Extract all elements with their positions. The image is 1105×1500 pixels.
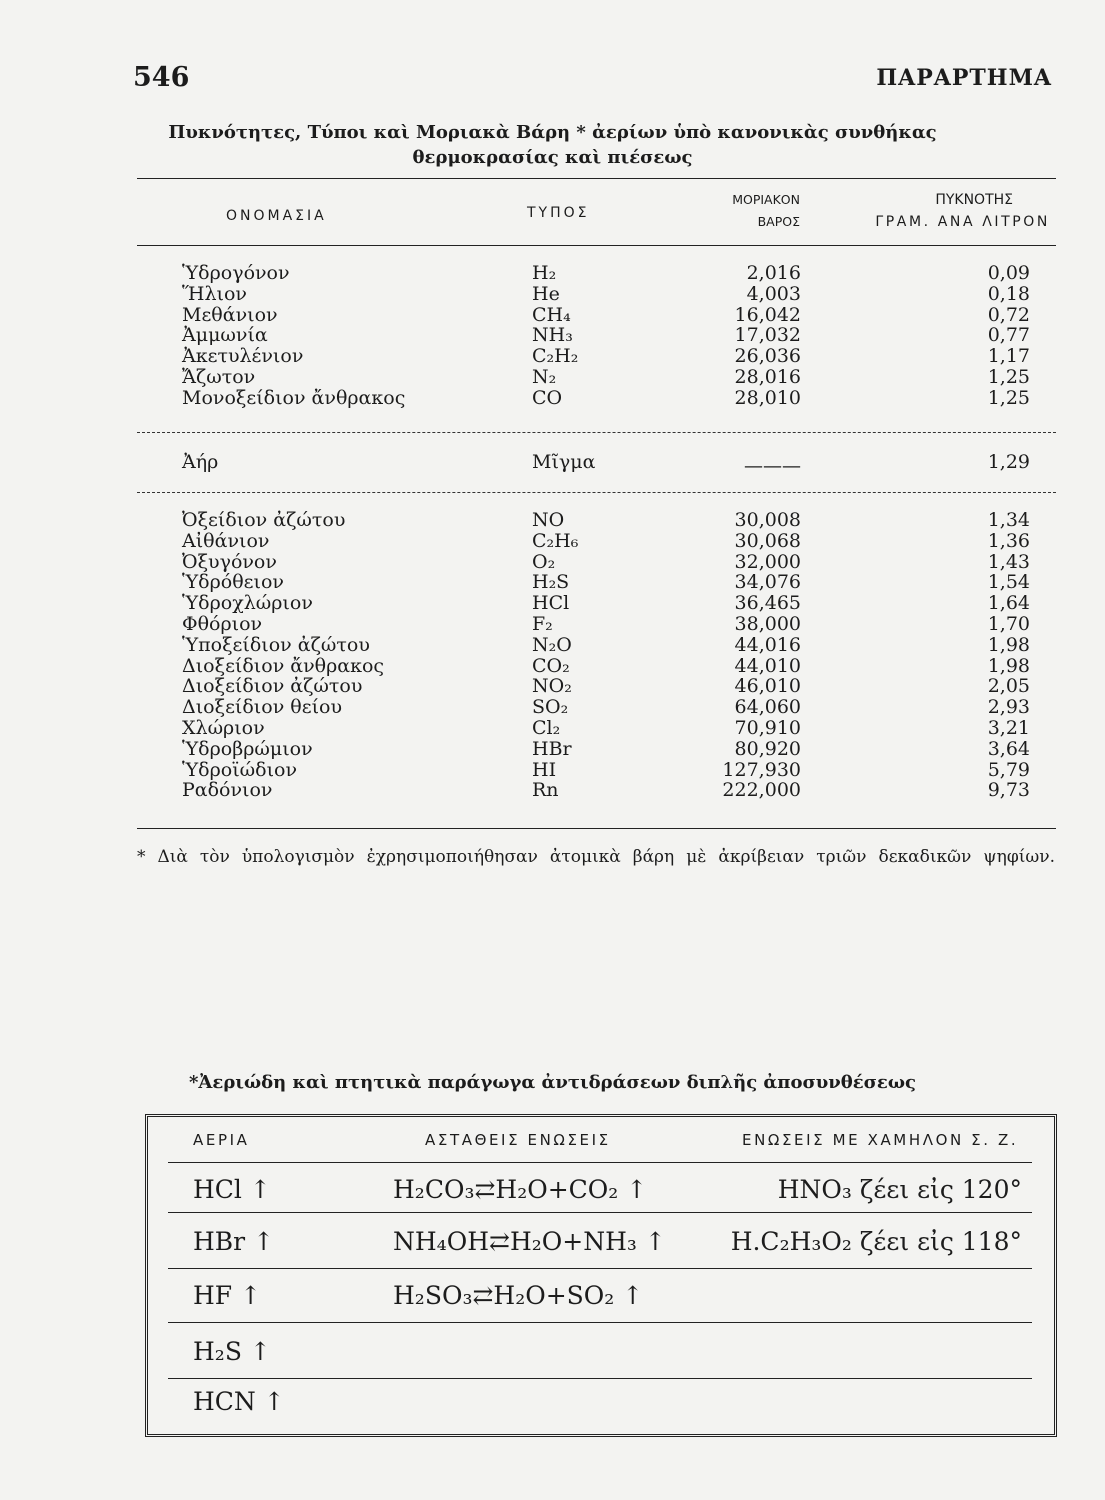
gas-cell: HCN ↑ xyxy=(193,1387,285,1416)
gas-name: Ὑδροβρώμιον xyxy=(182,737,313,760)
unstable-compound-cell: NH₄OH⇄H₂O+NH₃ ↑ xyxy=(393,1227,666,1256)
gas-group-heavier xyxy=(0,510,1105,801)
gas-name: Ἀμμωνία xyxy=(182,324,268,347)
molecular-weight: 80,920 xyxy=(734,737,801,760)
gas-name: Ἀήρ xyxy=(182,451,219,473)
density-value: 1,36 xyxy=(987,529,1030,552)
gas-group-common xyxy=(0,263,1105,409)
gas-formula: N₂O xyxy=(532,633,572,656)
table-rule xyxy=(168,1322,1032,1323)
molecular-weight: 30,008 xyxy=(734,509,801,531)
table-rule xyxy=(168,1268,1032,1269)
gas-row xyxy=(0,780,1105,801)
gas-name: Χλώριον xyxy=(182,716,265,739)
gas-row xyxy=(0,552,1105,573)
molecular-weight: 127,930 xyxy=(722,758,801,781)
low-boiling-compound-cell: H.C₂H₃O₂ ζέει εἰς 118° xyxy=(730,1227,1022,1256)
molecular-weight: 44,016 xyxy=(734,633,801,656)
molecular-weight: 30,068 xyxy=(734,529,801,552)
gas-row xyxy=(0,760,1105,781)
gas-name: Ἄζωτον xyxy=(182,365,256,388)
gas-row xyxy=(0,451,1105,477)
column-header-molecular-weight-line-2: ΒΑΡΟΣ xyxy=(757,214,800,229)
gas-name: Ραδόνιον xyxy=(182,779,273,802)
gas-row xyxy=(0,614,1105,635)
molecular-weight: 32,000 xyxy=(734,550,801,573)
gas-row xyxy=(0,531,1105,552)
density-value: 3,21 xyxy=(987,716,1030,739)
gas-name: Μεθάνιον xyxy=(182,303,278,326)
horizontal-rule xyxy=(137,828,1056,829)
gas-formula: HI xyxy=(532,758,557,781)
gas-name: Μονοξείδιον ἄνθρακος xyxy=(182,386,406,409)
column-header-formula: ΤΥΠΟΣ xyxy=(527,205,590,221)
molecular-weight: 46,010 xyxy=(734,675,801,698)
gas-formula: Μῖγμα xyxy=(532,451,596,473)
gas-row xyxy=(0,593,1105,614)
gas-cell: HBr ↑ xyxy=(193,1227,275,1256)
table-rule xyxy=(168,1162,1032,1163)
gas-row xyxy=(0,739,1105,760)
density-value: 1,70 xyxy=(987,612,1030,635)
gas-name: Ἀκετυλένιον xyxy=(182,345,304,368)
gas-formula: NO xyxy=(532,509,565,531)
gas-row xyxy=(0,305,1105,326)
footnote: * Διὰ τὸν ὑπολογισμὸν ἐχρησιμοποιήθησαν ἀτομικὰ βάρη μὲ ἀκρίβειαν τριῶν δεκαδικῶν ψηφίων. xyxy=(137,847,1055,867)
molecular-weight: 36,465 xyxy=(734,592,801,615)
gas-name: Ὀξείδιον ἀζώτου xyxy=(182,509,346,531)
horizontal-rule xyxy=(137,178,1056,179)
molecular-weight: 17,032 xyxy=(734,324,801,347)
gas-row xyxy=(0,346,1105,367)
gas-row xyxy=(0,718,1105,739)
table-title-line-1: Πυκνότητες, Τύποι καὶ Μοριακὰ Βάρη * ἀερίων ὑπὸ κανονικὰς συνθήκας xyxy=(168,122,937,143)
gas-row xyxy=(0,656,1105,677)
gas-name: Ὑδροχλώριον xyxy=(182,592,313,615)
molecular-weight: 2,016 xyxy=(746,262,801,284)
gas-formula: SO₂ xyxy=(532,696,569,719)
molecular-weight: 222,000 xyxy=(722,779,801,802)
density-value: 0,18 xyxy=(987,282,1030,305)
column-header-molecular-weight-line-1: ΜΟΡΙΑΚΟΝ xyxy=(732,192,800,207)
density-value: 0,72 xyxy=(987,303,1030,326)
molecular-weight: 16,042 xyxy=(734,303,801,326)
density-value: 0,77 xyxy=(987,324,1030,347)
gas-formula: O₂ xyxy=(532,550,556,573)
gas-cell: HF ↑ xyxy=(193,1281,262,1310)
density-value: 0,09 xyxy=(987,262,1030,284)
gas-name: Ὑδρόθειον xyxy=(182,571,284,594)
gas-row xyxy=(0,697,1105,718)
gas-name: Ὀξυγόνον xyxy=(182,550,277,573)
gas-formula: Cl₂ xyxy=(532,716,561,739)
gas-formula: CO₂ xyxy=(532,654,570,677)
gas-row xyxy=(0,325,1105,346)
gas-name: Ὑδρογόνον xyxy=(182,262,290,284)
table-rule xyxy=(168,1212,1032,1213)
gas-row xyxy=(0,367,1105,388)
horizontal-rule xyxy=(137,245,1056,246)
density-value: 1,25 xyxy=(987,386,1030,409)
density-value: 1,43 xyxy=(987,550,1030,573)
gas-row xyxy=(0,676,1105,697)
density-value: 1,54 xyxy=(987,571,1030,594)
gas-formula: He xyxy=(532,282,560,305)
density-value: 1,34 xyxy=(987,509,1030,531)
molecular-weight: 28,016 xyxy=(734,365,801,388)
gas-name: Αἰθάνιον xyxy=(182,529,270,552)
gas-formula: CO xyxy=(532,386,563,409)
density-value: 1,17 xyxy=(987,345,1030,368)
gas-row xyxy=(0,263,1105,284)
gas-row xyxy=(0,284,1105,305)
density-value: 1,98 xyxy=(987,633,1030,656)
gas-cell: H₂S ↑ xyxy=(193,1337,271,1366)
low-boiling-compound-cell: HNO₃ ζέει εἰς 120° xyxy=(777,1175,1022,1204)
gas-formula: NO₂ xyxy=(532,675,572,698)
gas-row xyxy=(0,635,1105,656)
molecular-weight: 26,036 xyxy=(734,345,801,368)
molecular-weight: 34,076 xyxy=(734,571,801,594)
gas-name: Διοξείδιον θείου xyxy=(182,696,343,719)
gas-formula: C₂H₂ xyxy=(532,345,579,368)
gas-row xyxy=(0,388,1105,409)
density-value: 1,64 xyxy=(987,592,1030,615)
gas-formula: H₂S xyxy=(532,571,570,594)
density-value: 2,05 xyxy=(987,675,1030,698)
column-header-density-line-1: ΠΥΚΝΟΤΗΣ xyxy=(935,192,1013,208)
dashed-rule xyxy=(137,492,1056,493)
column-header-name: ΟΝΟΜΑΣΙΑ xyxy=(226,208,327,224)
gas-cell: HCl ↑ xyxy=(193,1175,271,1204)
reactions-table-title: *Ἀεριώδη καὶ πτητικὰ παράγωγα ἀντιδράσεων διπλῆς ἀποσυνθέσεως xyxy=(189,1072,916,1093)
gas-name: Ὑδροϊώδιον xyxy=(182,758,298,781)
molecular-weight: 28,010 xyxy=(734,386,801,409)
table-rule xyxy=(168,1378,1032,1379)
gas-row xyxy=(0,510,1105,531)
density-value: 9,73 xyxy=(987,779,1030,802)
running-head: ΠΑΡΑΡΤΗΜΑ xyxy=(876,65,1052,91)
column-header-low-boiling-compounds: ΕΝΩΣΕΙΣ ΜΕ ΧΑΜΗΛΟΝ Σ. Ζ. xyxy=(742,1131,1019,1149)
gas-name: Ἥλιον xyxy=(182,282,247,305)
density-value: 1,25 xyxy=(987,365,1030,388)
gas-name: Ὑποξείδιον ἀζώτου xyxy=(182,633,370,656)
gas-formula: HBr xyxy=(532,737,572,760)
molecular-weight: 64,060 xyxy=(734,696,801,719)
gas-formula: H₂ xyxy=(532,262,557,284)
dashed-rule xyxy=(137,432,1056,433)
column-header-unstable-compounds: ΑΣΤΑΘΕΙΣ ΕΝΩΣΕΙΣ xyxy=(425,1131,611,1149)
gas-formula: C₂H₆ xyxy=(532,529,579,552)
molecular-weight: ——— xyxy=(744,455,801,477)
gas-name: Διοξείδιον ἀζώτου xyxy=(182,675,363,698)
gas-name: Διοξείδιον ἄνθρακος xyxy=(182,654,385,677)
molecular-weight: 44,010 xyxy=(734,654,801,677)
column-header-gases: ΑΕΡΙΑ xyxy=(193,1131,250,1149)
gas-formula: Rn xyxy=(532,779,559,802)
unstable-compound-cell: H₂CO₃⇄H₂O+CO₂ ↑ xyxy=(393,1175,648,1204)
column-header-density-line-2: ΓΡΑΜ. ΑΝΑ ΛΙΤΡΟΝ xyxy=(875,214,1050,230)
gas-formula: NH₃ xyxy=(532,324,573,347)
density-value: 1,98 xyxy=(987,654,1030,677)
density-value: 3,64 xyxy=(987,737,1030,760)
gas-name: Φθόριον xyxy=(182,612,263,635)
gas-group-air xyxy=(0,451,1105,477)
molecular-weight: 70,910 xyxy=(734,716,801,739)
gas-row xyxy=(0,572,1105,593)
table-title-line-2: θερμοκρασίας καὶ πιέσεως xyxy=(412,147,693,168)
page-number: 546 xyxy=(133,62,190,93)
unstable-compound-cell: H₂SO₃⇄H₂O+SO₂ ↑ xyxy=(393,1281,644,1310)
density-value: 2,93 xyxy=(987,696,1030,719)
molecular-weight: 38,000 xyxy=(734,612,801,635)
molecular-weight: 4,003 xyxy=(746,282,801,305)
gas-formula: N₂ xyxy=(532,365,557,388)
density-value: 1,29 xyxy=(987,451,1030,473)
density-value: 5,79 xyxy=(987,758,1030,781)
gas-formula: HCl xyxy=(532,592,570,615)
gas-formula: F₂ xyxy=(532,612,553,635)
gas-formula: CH₄ xyxy=(532,303,571,326)
